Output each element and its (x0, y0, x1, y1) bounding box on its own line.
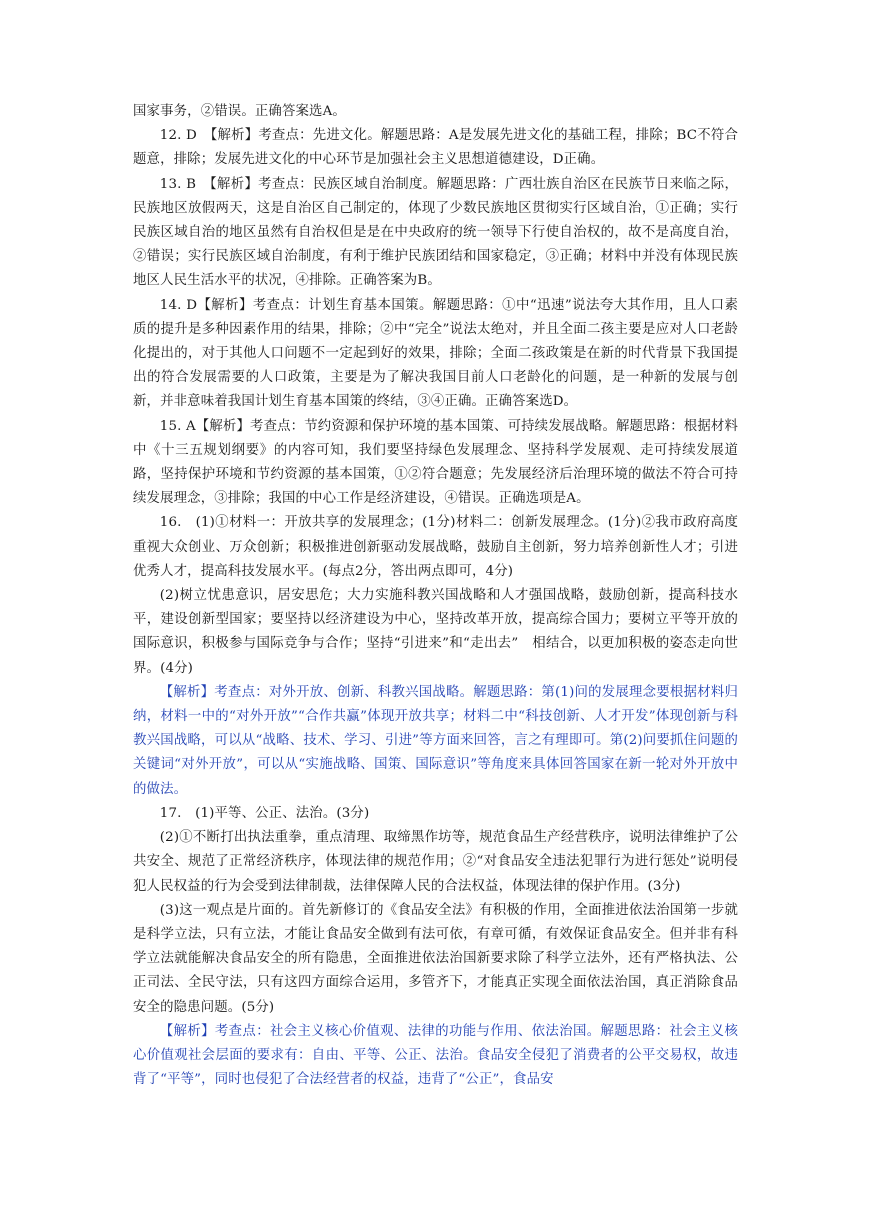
answer-13-paragraph: 13. B 【解析】考查点：民族区域自治制度。解题思路：广西壮族自治区在民族节日来临之际，民族地区放假两天，这是自治区自己制定的，体现了少数民族地区贯彻实行区域自治，①正确；实行民族区域自治的地区虽然有自治权但是是在中央政府的统一领导下行使自治权的，故不是高度自治，②错误；实行民族区域自治制度，有利于维护民族团结和国家稳定，③正确；材料中并没有体现民族地区人民生活水平的状况，④排除。正确答案为B。 (133, 176, 738, 289)
paragraph-0: 国家事务，②错误。正确答案选A。 (133, 104, 346, 119)
answer-15-paragraph: 15. A【解析】考查点：节约资源和保护环境的基本国策、可持续发展战略。解题思路：根据材料中《十三五规划纲要》的内容可知，我们要坚持绿色发展理念、坚持科学发展观、走可持续发展道路，坚持保护环境和节约资源的基本国策，①②符合题意；先发展经济后治理环境的做法不符合可持续发展理念，③排除；我国的中心工作是经济建设，④错误。正确选项是A。 (133, 418, 738, 507)
answer-17-part2-paragraph: (2)①不断打出执法重拳，重点清理、取缔黑作坊等，规范食品生产经营秩序，说明法律维护了公共安全、规范了正常经济秩序，体现法律的规范作用；②“对食品安全违法犯罪行为进行惩处”说明侵犯人民权益的行为会受到法律制裁，法律保障人民的合法权益，体现法律的保护作用。(3分) (133, 830, 738, 894)
answer-12-paragraph: 12. D 【解析】考查点：先进文化。解题思路：A是发展先进文化的基础工程，排除；BC不符合题意，排除；发展先进文化的中心环节是加强社会主义思想道德建设，D正确。 (133, 128, 738, 168)
answer-16-analysis-paragraph: 【解析】考查点：对外开放、创新、科教兴国战略。解题思路：第(1)问的发展理念要根据材料归纳，材料一中的“对外开放”“合作共赢”体现开放共享；材料二中“科技创新、人才开发”体现创新与科教兴国战略，可以从“战略、技术、学习、引进”等方面来回答，言之有理即可。第(2)问要抓住问题的关键词“对外开放”，可以从“实施战略、国策、国际意识”等角度来具体回答国家在新一轮对外开放中的做法。 (133, 684, 738, 797)
answer-16-part2-paragraph: (2)树立忧患意识，居安思危；大力实施科教兴国战略和人才强国战略，鼓励创新，提高科技水平，建设创新型国家；要坚持以经济建设为中心，坚持改革开放，提高综合国力；要树立平等开放的国际意识，积极参与国际竞争与合作；坚持“引进来”和“走出去” 相结合，以更加积极的姿态走向世界。(4分) (133, 588, 738, 676)
answer-17-part1-paragraph: 17. (1)平等、公正、法治。(3分) (159, 805, 370, 821)
answer-17-analysis-paragraph: 【解析】考查点：社会主义核心价值观、法律的功能与作用、依法治国。解题思路：社会主义核心价值观社会层面的要求有：自由、平等、公正、法治。食品安全侵犯了消费者的公平交易权，故违背了“平等”，同时也侵犯了合法经营者的权益，违背了“公正”，食品安 (133, 1023, 738, 1088)
answer-17-part3-paragraph: (3)这一观点是片面的。首先新修订的《食品安全法》有积极的作用，全面推进依法治国第一步就是科学立法，只有立法，才能让食品安全做到有法可依，有章可循，有效保证食品安全。但并非有科学立法就能解决食品安全的所有隐患，全面推进依法治国新要求除了科学立法外，还有严格执法、公正司法、全民守法，只有这四方面综合运用，多管齐下，才能真正实现全面依法治国，真正消除食品安全的隐患问题。(5分) (133, 902, 738, 1015)
answer-14-paragraph: 14. D【解析】考查点：计划生育基本国策。解题思路：①中“迅速”说法夸大其作用，且人口素质的提升是多种因素作用的结果，排除；②中“完全”说法太绝对，并且全面二孩主要是应对人口老龄化提出的，对于其他人口问题不一定起到好的效果，排除；全面二孩政策是在新的时代背景下我国提出的符合发展需要的人口政策，主要是为了解决我国目前人口老龄化的问题，是一种新的发展与创新，并非意味着我国计划生育基本国策的终结，③④正确。正确答案选D。 (133, 297, 738, 410)
document-page (133, 100, 738, 1092)
answer-16-part1-paragraph: 16. (1)①材料一：开放共享的发展理念；(1分)材料二：创新发展理念。(1分)②我市政府高度重视大众创业、万众创新；积极推进创新驱动发展战略，鼓励自主创新，努力培养创新性人才；引进优秀人才，提高科技发展水平。(每点2分，答出两点即可，4分) (133, 515, 738, 579)
